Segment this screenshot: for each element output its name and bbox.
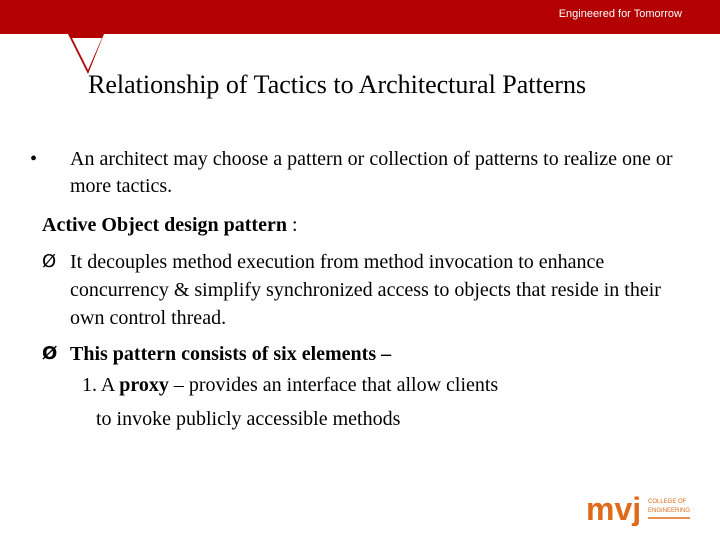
sub-item-bold: proxy (119, 374, 169, 396)
arrow-item-text: This pattern consists of six elements – (70, 343, 392, 365)
college-logo (586, 490, 696, 526)
logo-line1: COLLEGE OF (648, 499, 687, 505)
arrow-item-text: It decouples method execution from method invocation to enhance concurrency & simplify synchronized access to objects that reside in their own control thread. (70, 251, 661, 329)
slide-title: Relationship of Tactics to Architectural Patterns (88, 70, 587, 99)
section-label (42, 214, 298, 237)
sub-item-prefix: 1. A (82, 374, 120, 396)
logo-mark: mvj (586, 491, 642, 526)
arrow-bullet: Ø (42, 343, 58, 364)
sub-item-proxy-continuation: to invoke publicly accessible methods (96, 408, 401, 430)
header-notch-decoration (0, 0, 110, 80)
bullet-dot: • (30, 148, 38, 170)
arrow-item-elements (42, 340, 682, 368)
arrow-bullet: Ø (42, 251, 57, 272)
header-tagline: Engineered for Tomorrow (558, 8, 682, 20)
arrow-item-decouple (42, 248, 682, 332)
section-label-bold: Active Object design pattern (42, 214, 287, 236)
bullet-item (30, 146, 690, 200)
logo-line2: ENGINEERING (648, 508, 691, 514)
section-label-suffix: : (286, 214, 298, 236)
bullet-text: An architect may choose a pattern or collection of patterns to realize one or more tactics. (70, 148, 673, 197)
sub-item-suffix: – provides an interface that allow clients (168, 374, 499, 396)
sub-item-proxy (82, 374, 498, 397)
